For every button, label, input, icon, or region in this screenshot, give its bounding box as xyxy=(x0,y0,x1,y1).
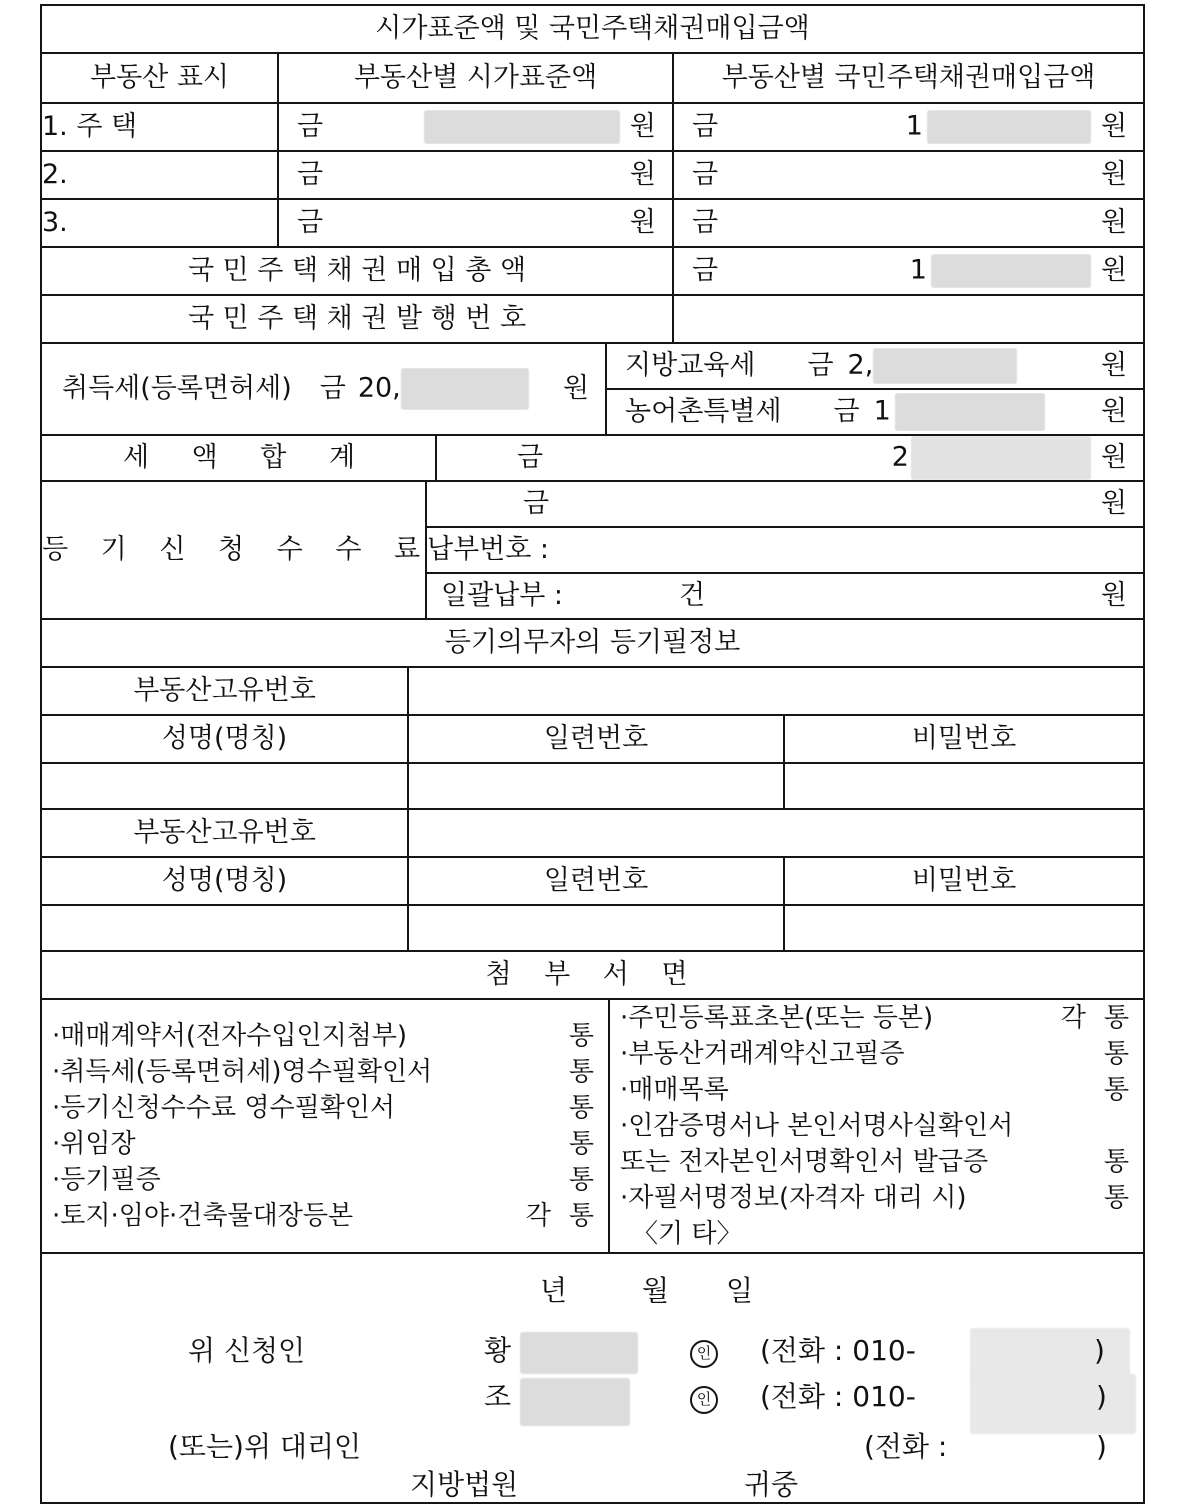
registry-header-serial: 일련번호 xyxy=(408,715,784,763)
addressee-label: 귀중 xyxy=(744,1468,799,1501)
applicant-1-phone-redacted xyxy=(970,1328,1130,1380)
attachment-label: ·등기필증 xyxy=(52,1165,161,1195)
list-item[interactable] xyxy=(610,1000,1143,1036)
property-row-1-standard-value[interactable] xyxy=(278,103,673,151)
property-row-1-bond-value[interactable] xyxy=(673,103,1144,151)
header-bond-amount: 부동산별 국민주택채권매입금액 xyxy=(673,53,1144,103)
rural-special-tax-label: 농어촌특별세 xyxy=(625,395,782,427)
attachment-unit: 통 xyxy=(1103,1075,1130,1105)
table-row xyxy=(41,199,1144,247)
list-item[interactable] xyxy=(610,1108,1143,1144)
registry-band-row xyxy=(41,619,1144,667)
attachment-unit: 통 xyxy=(568,1093,594,1123)
registry-block-1-value-row xyxy=(41,763,1144,809)
list-item[interactable] xyxy=(610,1180,1143,1216)
property-row-3-standard-value[interactable] xyxy=(278,199,673,247)
attachment-label: ·매매계약서(전자수입인지첨부) xyxy=(52,1021,408,1051)
bulk-count-unit: 건 xyxy=(679,579,706,611)
applicant-2-seal: 인 xyxy=(690,1386,718,1414)
attachment-label: ·주민등록표초본(또는 등본) xyxy=(620,1003,934,1033)
registry-value-name[interactable] xyxy=(41,763,408,809)
attachment-each: 각 xyxy=(1060,1003,1086,1033)
signature-table xyxy=(40,1252,1145,1504)
attachment-unit: 통 xyxy=(568,1057,594,1087)
property-unique-no-value[interactable] xyxy=(408,809,1144,857)
local-education-tax-label: 지방교육세 xyxy=(625,349,756,381)
value-field[interactable] xyxy=(718,254,1101,288)
attachment-label: 또는 전자본인서명확인서 발급증 xyxy=(620,1147,989,1177)
registration-fee-label: 등 기 신 청 수 수 료 xyxy=(41,481,426,619)
attachment-label: ·부동산거래계약신고필증 xyxy=(620,1039,905,1069)
currency-prefix: 금 xyxy=(692,206,719,238)
applicant-1-phone-close: ) xyxy=(1094,1334,1105,1367)
table-header-row xyxy=(41,53,1144,103)
attachments-table xyxy=(40,950,1145,1254)
agent-phone-close: ) xyxy=(1096,1430,1107,1463)
registry-value-password[interactable] xyxy=(784,905,1144,951)
attachments-left-column xyxy=(41,999,609,1253)
registry-value-password[interactable] xyxy=(784,763,1144,809)
currency-prefix: 금 xyxy=(692,254,719,286)
currency-prefix: 금 xyxy=(297,110,324,142)
attachment-unit: 통 xyxy=(1103,1183,1130,1213)
attachment-label: ·위임장 xyxy=(52,1129,136,1159)
property-row-2-bond-value[interactable] xyxy=(673,151,1144,199)
currency-prefix: 금 xyxy=(517,441,544,473)
value-text: 2, xyxy=(847,349,874,381)
bulk-payment-cell[interactable] xyxy=(426,573,1144,619)
value-field[interactable] xyxy=(543,436,1101,480)
registry-value-serial[interactable] xyxy=(408,763,784,809)
currency-prefix: 금 xyxy=(833,395,860,427)
registry-value-serial[interactable] xyxy=(408,905,784,951)
list-item[interactable] xyxy=(42,1198,608,1234)
tax-table xyxy=(40,342,1145,482)
attachment-unit: 통 xyxy=(1103,1039,1130,1069)
registry-block-1-header-row xyxy=(41,715,1144,763)
list-item[interactable] xyxy=(42,1090,608,1126)
property-unique-no-label: 부동산고유번호 xyxy=(41,667,408,715)
table-title-row xyxy=(41,5,1144,53)
bulk-payment-label: 일괄납부 : xyxy=(441,579,564,611)
attachment-label: ·자필서명정보(자격자 대리 시) xyxy=(620,1183,967,1213)
attachment-label: ·매매목록 xyxy=(620,1075,729,1105)
registration-fee-table xyxy=(40,480,1145,620)
list-item-continuation[interactable] xyxy=(610,1144,1143,1180)
date-month-label: 월 xyxy=(642,1274,670,1307)
attachment-label: ·토지·임야·건축물대장등본 xyxy=(52,1201,354,1231)
property-row-3-label: 3. xyxy=(41,199,278,247)
tax-total-label: 세 액 합 계 xyxy=(41,435,436,481)
registry-info-table xyxy=(40,618,1145,952)
registry-header-name: 성명(명칭) xyxy=(41,715,408,763)
value-field[interactable] xyxy=(346,368,563,410)
value-field[interactable] xyxy=(834,348,1101,384)
registry-value-name[interactable] xyxy=(41,905,408,951)
registry-block-2-value-row xyxy=(41,905,1144,951)
acquisition-tax-label: 취득세(등록면허세) xyxy=(62,372,292,404)
property-unique-no-label: 부동산고유번호 xyxy=(41,809,408,857)
currency-unit: 원 xyxy=(629,158,656,190)
bond-total-value[interactable] xyxy=(673,247,1144,295)
applicant-2-phone-redacted xyxy=(970,1374,1136,1434)
bulk-amount-unit: 원 xyxy=(1100,579,1127,611)
tax-total-value[interactable] xyxy=(436,435,1144,481)
list-item-other[interactable] xyxy=(610,1216,1143,1252)
bond-total-label: 국 민 주 택 채 권 매 입 총 액 xyxy=(41,247,673,295)
bond-total-row xyxy=(41,247,1144,295)
attachments-band-title: 첨 부 서 면 xyxy=(41,951,1144,999)
currency-prefix: 금 xyxy=(319,372,346,404)
attachments-content-row xyxy=(41,999,1144,1253)
currency-prefix: 금 xyxy=(523,487,550,519)
applicant-2-phone-label: (전화 : 010- xyxy=(760,1380,916,1413)
bond-issue-no-label: 국 민 주 택 채 권 발 행 번 호 xyxy=(41,295,673,343)
bond-issue-no-value[interactable] xyxy=(673,295,1144,343)
currency-unit: 원 xyxy=(629,110,656,142)
list-item[interactable] xyxy=(610,1072,1143,1108)
acquisition-tax-cell[interactable] xyxy=(41,343,606,435)
table-row xyxy=(41,151,1144,199)
property-bond-table xyxy=(40,4,1145,344)
agent-label: (또는)위 대리인 xyxy=(168,1430,362,1463)
currency-unit: 원 xyxy=(562,372,590,404)
attachment-each: 각 xyxy=(525,1201,551,1231)
currency-unit: 원 xyxy=(1100,349,1128,381)
value-text: 1 xyxy=(905,110,923,142)
attachment-unit: 통 xyxy=(568,1129,594,1159)
applicant-2-name-redacted xyxy=(520,1378,630,1426)
registration-application-form xyxy=(40,4,1143,1501)
signature-row xyxy=(41,1253,1144,1503)
attachment-unit: 통 xyxy=(568,1021,594,1051)
list-item[interactable] xyxy=(42,1054,608,1090)
court-label: 지방법원 xyxy=(410,1468,519,1501)
registry-block-1-property-no-row xyxy=(41,667,1144,715)
attachment-label: ·취득세(등록면허세)영수필확인서 xyxy=(52,1057,433,1087)
registry-block-2-header-row xyxy=(41,857,1144,905)
registry-header-name: 성명(명칭) xyxy=(41,857,408,905)
currency-unit: 원 xyxy=(1100,395,1128,427)
signature-cell xyxy=(41,1253,1144,1503)
property-row-2-standard-value[interactable] xyxy=(278,151,673,199)
currency-prefix: 금 xyxy=(297,158,324,190)
property-unique-no-value[interactable] xyxy=(408,667,1144,715)
form-title: 시가표준액 및 국민주택채권매입금액 xyxy=(41,5,1144,53)
value-text: 1 xyxy=(909,254,927,286)
currency-unit: 원 xyxy=(1100,254,1128,286)
attachment-label: ·등기신청수수료 영수필확인서 xyxy=(52,1093,396,1123)
list-item[interactable] xyxy=(42,1126,608,1162)
applicant-2-phone-close: ) xyxy=(1096,1380,1107,1413)
applicant-1-name-redacted xyxy=(520,1332,638,1374)
property-row-1-label: 1. 주 택 xyxy=(41,103,278,151)
applicant-1-phone-label: (전화 : 010- xyxy=(760,1334,916,1367)
header-standard-value: 부동산별 시가표준액 xyxy=(278,53,673,103)
date-year-label: 년 xyxy=(540,1274,568,1307)
currency-unit: 원 xyxy=(629,206,656,238)
payment-number-label: 납부번호 : xyxy=(427,533,550,565)
currency-unit: 원 xyxy=(1100,158,1128,190)
local-education-tax-cell[interactable] xyxy=(606,343,1144,389)
currency-prefix: 금 xyxy=(692,158,719,190)
agent-phone-label: (전화 : xyxy=(864,1430,948,1463)
table-row xyxy=(41,103,1144,151)
applicant-label: 위 신청인 xyxy=(188,1334,306,1367)
bond-issue-no-row xyxy=(41,295,1144,343)
applicant-1-seal: 인 xyxy=(690,1340,718,1368)
registration-fee-amount[interactable] xyxy=(426,481,1144,527)
rural-special-tax-cell[interactable] xyxy=(606,389,1144,435)
property-row-2-label: 2. xyxy=(41,151,278,199)
currency-unit: 원 xyxy=(1100,441,1128,473)
currency-prefix: 금 xyxy=(297,206,324,238)
currency-unit: 원 xyxy=(1100,206,1128,238)
list-item[interactable] xyxy=(610,1036,1143,1072)
value-field[interactable] xyxy=(860,393,1101,431)
attachment-label: 〈기 타〉 xyxy=(632,1219,743,1249)
attachment-unit: 통 xyxy=(568,1165,594,1195)
registry-header-password: 비밀번호 xyxy=(784,857,1144,905)
registry-header-password: 비밀번호 xyxy=(784,715,1144,763)
fee-amount-row xyxy=(41,481,1144,527)
payment-number-cell[interactable] xyxy=(426,527,1144,573)
attachment-unit: 통 xyxy=(1103,1003,1130,1033)
list-item[interactable] xyxy=(42,1018,608,1054)
list-item[interactable] xyxy=(42,1162,608,1198)
value-text: 1 xyxy=(873,395,891,427)
value-text: 20, xyxy=(357,372,401,404)
applicant-2-surname: 조 xyxy=(484,1380,512,1413)
registry-block-2-property-no-row xyxy=(41,809,1144,857)
tax-total-row xyxy=(41,435,1144,481)
currency-unit: 원 xyxy=(1100,487,1127,519)
value-field[interactable] xyxy=(718,110,1101,144)
signature-area xyxy=(42,1254,1143,1502)
attachments-band-row xyxy=(41,951,1144,999)
tax-main-row xyxy=(41,343,1144,389)
registry-band-title: 등기의무자의 등기필정보 xyxy=(41,619,1144,667)
currency-unit: 원 xyxy=(1100,110,1128,142)
attachment-unit: 통 xyxy=(1103,1147,1130,1177)
attachment-label: ·인감증명서나 본인서명사실확인서 xyxy=(620,1111,1014,1141)
attachment-unit: 통 xyxy=(568,1201,594,1231)
currency-prefix: 금 xyxy=(807,349,834,381)
applicant-1-surname: 황 xyxy=(484,1334,512,1367)
attachments-right-column xyxy=(609,999,1144,1253)
currency-prefix: 금 xyxy=(692,110,719,142)
value-text: 2 xyxy=(891,441,909,473)
value-field[interactable] xyxy=(323,110,630,144)
header-property-display: 부동산 표시 xyxy=(41,53,278,103)
property-row-3-bond-value[interactable] xyxy=(673,199,1144,247)
registry-header-serial: 일련번호 xyxy=(408,857,784,905)
date-day-label: 일 xyxy=(726,1274,754,1307)
